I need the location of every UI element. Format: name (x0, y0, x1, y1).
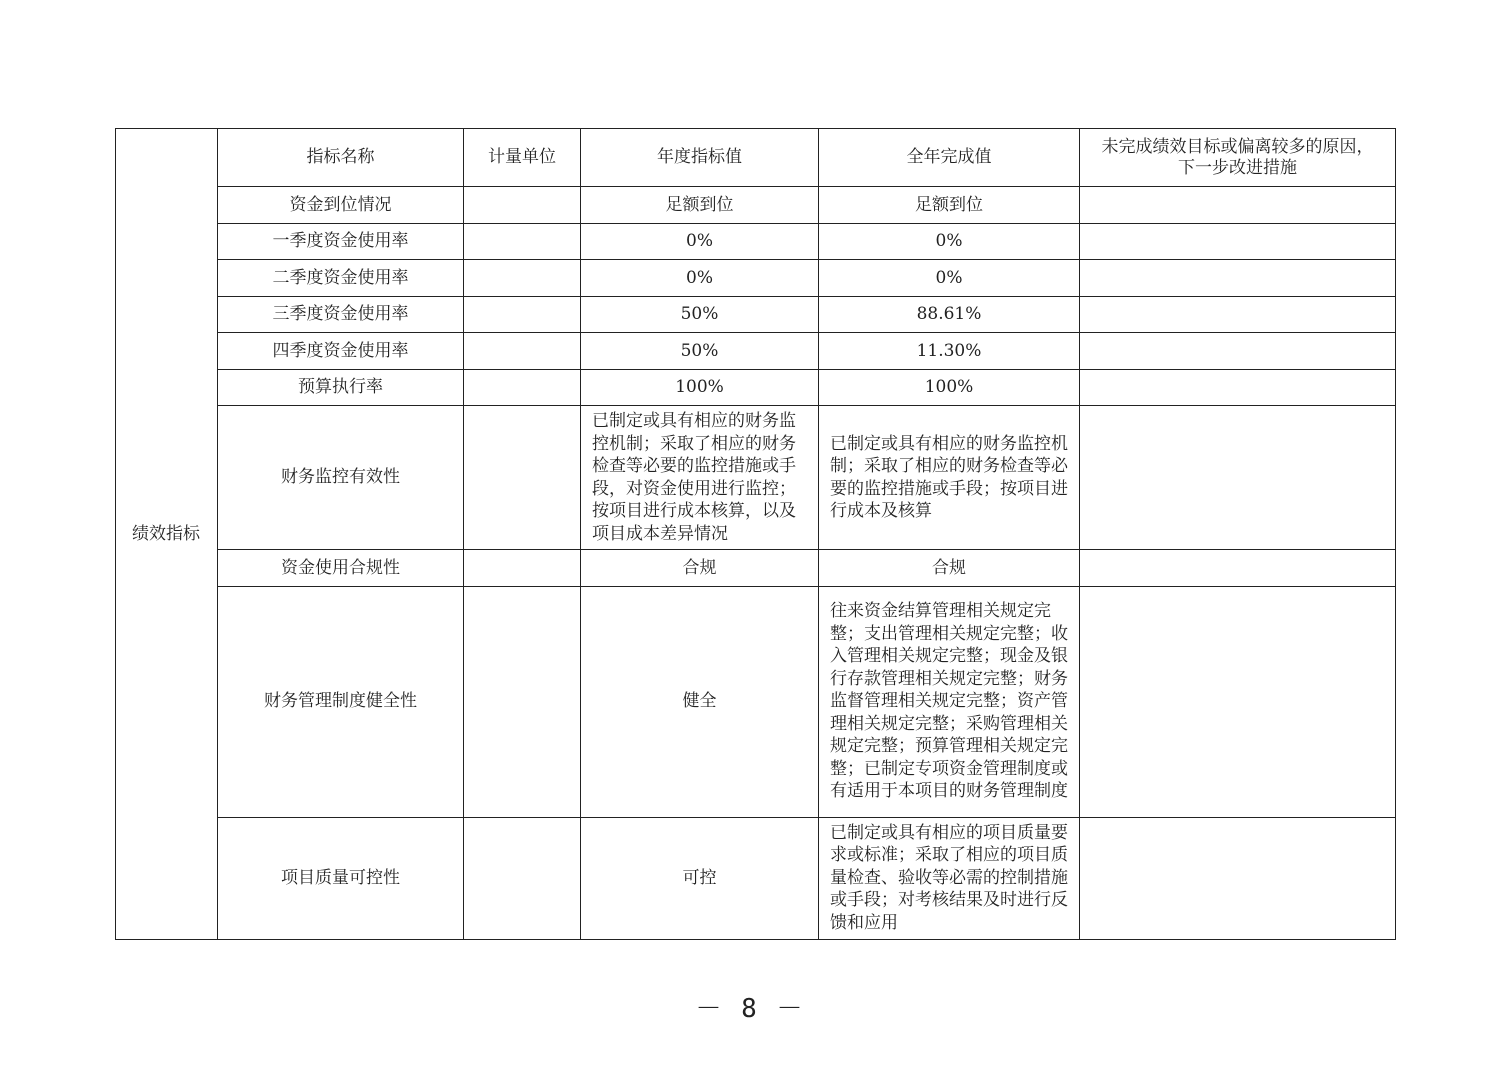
indicator-name: 项目质量可控性 (218, 817, 464, 939)
target-cell: 健全 (581, 586, 819, 817)
target-cell: 0% (581, 260, 819, 297)
reason-cell (1080, 817, 1396, 939)
header-annual-target: 年度指标值 (581, 129, 819, 187)
unit-cell (464, 260, 581, 297)
reason-cell (1080, 369, 1396, 406)
unit-cell (464, 223, 581, 260)
indicator-name: 三季度资金使用率 (218, 296, 464, 333)
indicator-name: 财务监控有效性 (218, 406, 464, 550)
table-row (116, 817, 1396, 939)
indicator-name: 一季度资金使用率 (218, 223, 464, 260)
reason-cell (1080, 296, 1396, 333)
table-row (116, 296, 1396, 333)
unit-cell (464, 406, 581, 550)
table-row (116, 406, 1396, 550)
performance-indicator-table (115, 128, 1396, 940)
table-row (116, 586, 1396, 817)
actual-cell: 0% (819, 260, 1080, 297)
header-reason (1080, 129, 1396, 187)
target-cell: 100% (581, 369, 819, 406)
indicator-name: 财务管理制度健全性 (218, 586, 464, 817)
unit-cell (464, 550, 581, 587)
target-cell: 50% (581, 333, 819, 370)
page-number: － 8 － (695, 994, 805, 1024)
unit-cell (464, 333, 581, 370)
indicator-name: 四季度资金使用率 (218, 333, 464, 370)
reason-cell (1080, 586, 1396, 817)
unit-cell (464, 187, 581, 224)
actual-cell: 100% (819, 369, 1080, 406)
indicator-name: 预算执行率 (218, 369, 464, 406)
actual-cell: 0% (819, 223, 1080, 260)
unit-cell (464, 586, 581, 817)
header-reason-line-1: 未完成绩效目标或偏离较多的原因， (1101, 136, 1374, 157)
header-indicator-name: 指标名称 (218, 129, 464, 187)
header-reason-line-2: 下一步改进措施 (1178, 157, 1297, 178)
category-cell: 绩效指标 (116, 129, 218, 940)
table-row (116, 260, 1396, 297)
reason-cell (1080, 260, 1396, 297)
header-annual-actual: 全年完成值 (819, 129, 1080, 187)
target-cell: 0% (581, 223, 819, 260)
table-row (116, 369, 1396, 406)
table-row (116, 333, 1396, 370)
unit-cell (464, 369, 581, 406)
target-cell: 已制定或具有相应的财务监控机制；采取了相应的财务检查等必要的监控措施或手段，对资金使用进行监控；按项目进行成本核算，以及项目成本差异情况 (581, 406, 819, 550)
actual-cell: 88.61% (819, 296, 1080, 333)
reason-cell (1080, 406, 1396, 550)
reason-cell (1080, 187, 1396, 224)
indicator-name: 资金使用合规性 (218, 550, 464, 587)
unit-cell (464, 817, 581, 939)
unit-cell (464, 296, 581, 333)
actual-cell: 合规 (819, 550, 1080, 587)
reason-cell (1080, 223, 1396, 260)
indicator-name: 二季度资金使用率 (218, 260, 464, 297)
actual-cell: 足额到位 (819, 187, 1080, 224)
actual-cell: 往来资金结算管理相关规定完整；支出管理相关规定完整；收入管理相关规定完整；现金及银行存款管理相关规定完整；财务监督管理相关规定完整；资产管理相关规定完整；采购管理相关规定完整；预算管理相关规定完整；已制定专项资金管理制度或有适用于本项目的财务管理制度 (819, 586, 1080, 817)
indicator-name: 资金到位情况 (218, 187, 464, 224)
table-row (116, 187, 1396, 224)
reason-cell (1080, 550, 1396, 587)
reason-cell (1080, 333, 1396, 370)
actual-cell: 11.30% (819, 333, 1080, 370)
table-header-row (116, 129, 1396, 187)
target-cell: 50% (581, 296, 819, 333)
actual-cell: 已制定或具有相应的项目质量要求或标准；采取了相应的项目质量检查、验收等必需的控制措施或手段；对考核结果及时进行反馈和应用 (819, 817, 1080, 939)
target-cell: 合规 (581, 550, 819, 587)
header-unit: 计量单位 (464, 129, 581, 187)
actual-cell: 已制定或具有相应的财务监控机制；采取了相应的财务检查等必要的监控措施或手段；按项目进行成本及核算 (819, 406, 1080, 550)
target-cell: 足额到位 (581, 187, 819, 224)
table-row (116, 223, 1396, 260)
table-row (116, 550, 1396, 587)
target-cell: 可控 (581, 817, 819, 939)
